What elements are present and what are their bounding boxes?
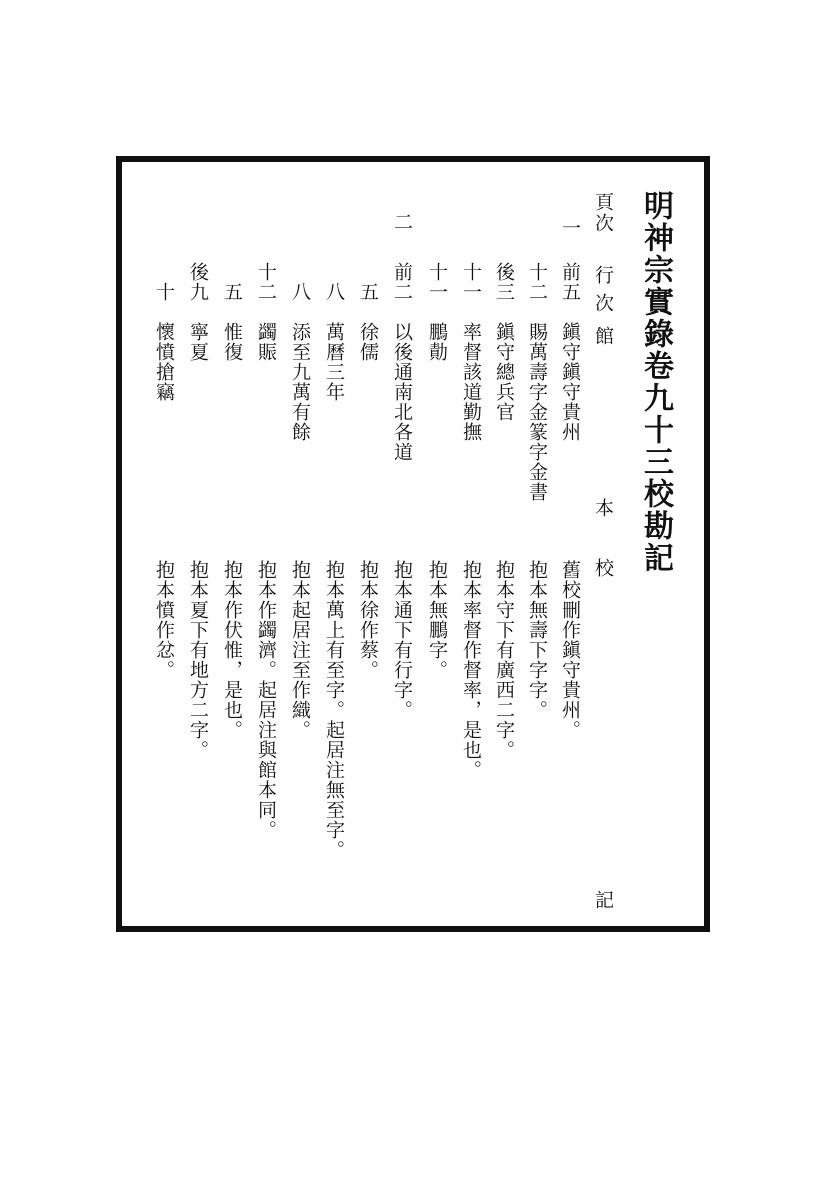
entry-note: 抱本作伏惟，是也。 xyxy=(221,560,243,740)
header-ben-label: 本 xyxy=(592,498,614,519)
entry-line: 後九 xyxy=(187,262,209,302)
entry-text: 以後通南北各道 xyxy=(391,322,413,462)
header-ji-label: 記 xyxy=(592,890,614,911)
entry-text: 萬曆三年 xyxy=(323,322,345,402)
entry-line: 十一 xyxy=(426,262,448,302)
entry-page: 二 xyxy=(391,212,413,232)
entry-note: 抱本率督作督率，是也。 xyxy=(460,560,482,780)
header-guan-label: 館 xyxy=(592,326,614,347)
entry-note: 抱本萬上有至字。起居注無至字。 xyxy=(323,560,345,860)
entry-note: 抱本守下有廣西二字。 xyxy=(493,560,515,760)
entry-text: 鵬勣 xyxy=(426,322,448,362)
entry-text: 惟復 xyxy=(221,322,243,362)
entry-text: 寧夏 xyxy=(187,322,209,362)
entry-text: 率督該道勤撫 xyxy=(460,322,482,442)
entry-text: 鎭守鎭守貴州 xyxy=(559,322,581,442)
entry-text: 賜萬壽字金篆字金書 xyxy=(526,322,548,502)
entry-text: 徐儒 xyxy=(357,322,379,362)
entry-page: 一 xyxy=(559,218,581,238)
entry-line: 十二 xyxy=(526,262,548,302)
entry-note: 抱本憤作忿。 xyxy=(153,560,175,680)
entry-note: 抱本無鵬字。 xyxy=(426,560,448,680)
entry-text: 蠲賑 xyxy=(255,322,277,362)
entry-line: 八 xyxy=(289,282,311,302)
header-row-label: 行 xyxy=(592,265,614,286)
header-jiao-label: 校 xyxy=(592,558,614,579)
entry-note: 抱本起居注至作織。 xyxy=(289,560,311,740)
entry-line: 十二 xyxy=(255,262,277,302)
entry-line: 前二 xyxy=(391,262,413,302)
entry-note: 抱本無壽下字字。 xyxy=(526,560,548,720)
document-title: 明神宗實錄卷九十三校勘記 xyxy=(638,190,673,574)
entry-line: 十一 xyxy=(460,262,482,302)
entry-line: 五 xyxy=(357,282,379,302)
entry-line: 十 xyxy=(153,282,175,302)
entry-line: 前五 xyxy=(559,262,581,302)
entry-text: 添至九萬有餘 xyxy=(289,322,311,442)
entry-note: 抱本通下有行字。 xyxy=(391,560,413,720)
header-page-label: 頁次 xyxy=(592,192,614,234)
entry-text: 懷憤搶竊 xyxy=(153,322,175,402)
entry-note: 抱本作蠲濟。起居注與館本同。 xyxy=(255,560,277,840)
entry-note: 抱本夏下有地方二字。 xyxy=(187,560,209,760)
header-edition-label: 次 xyxy=(592,293,614,314)
entry-note: 抱本徐作蔡。 xyxy=(357,560,379,680)
entry-line: 後三 xyxy=(493,262,515,302)
entry-line: 八 xyxy=(323,282,345,302)
entry-line: 五 xyxy=(221,282,243,302)
entry-text: 鎭守總兵官 xyxy=(493,322,515,422)
entry-note: 舊校刪作鎭守貴州。 xyxy=(559,560,581,740)
